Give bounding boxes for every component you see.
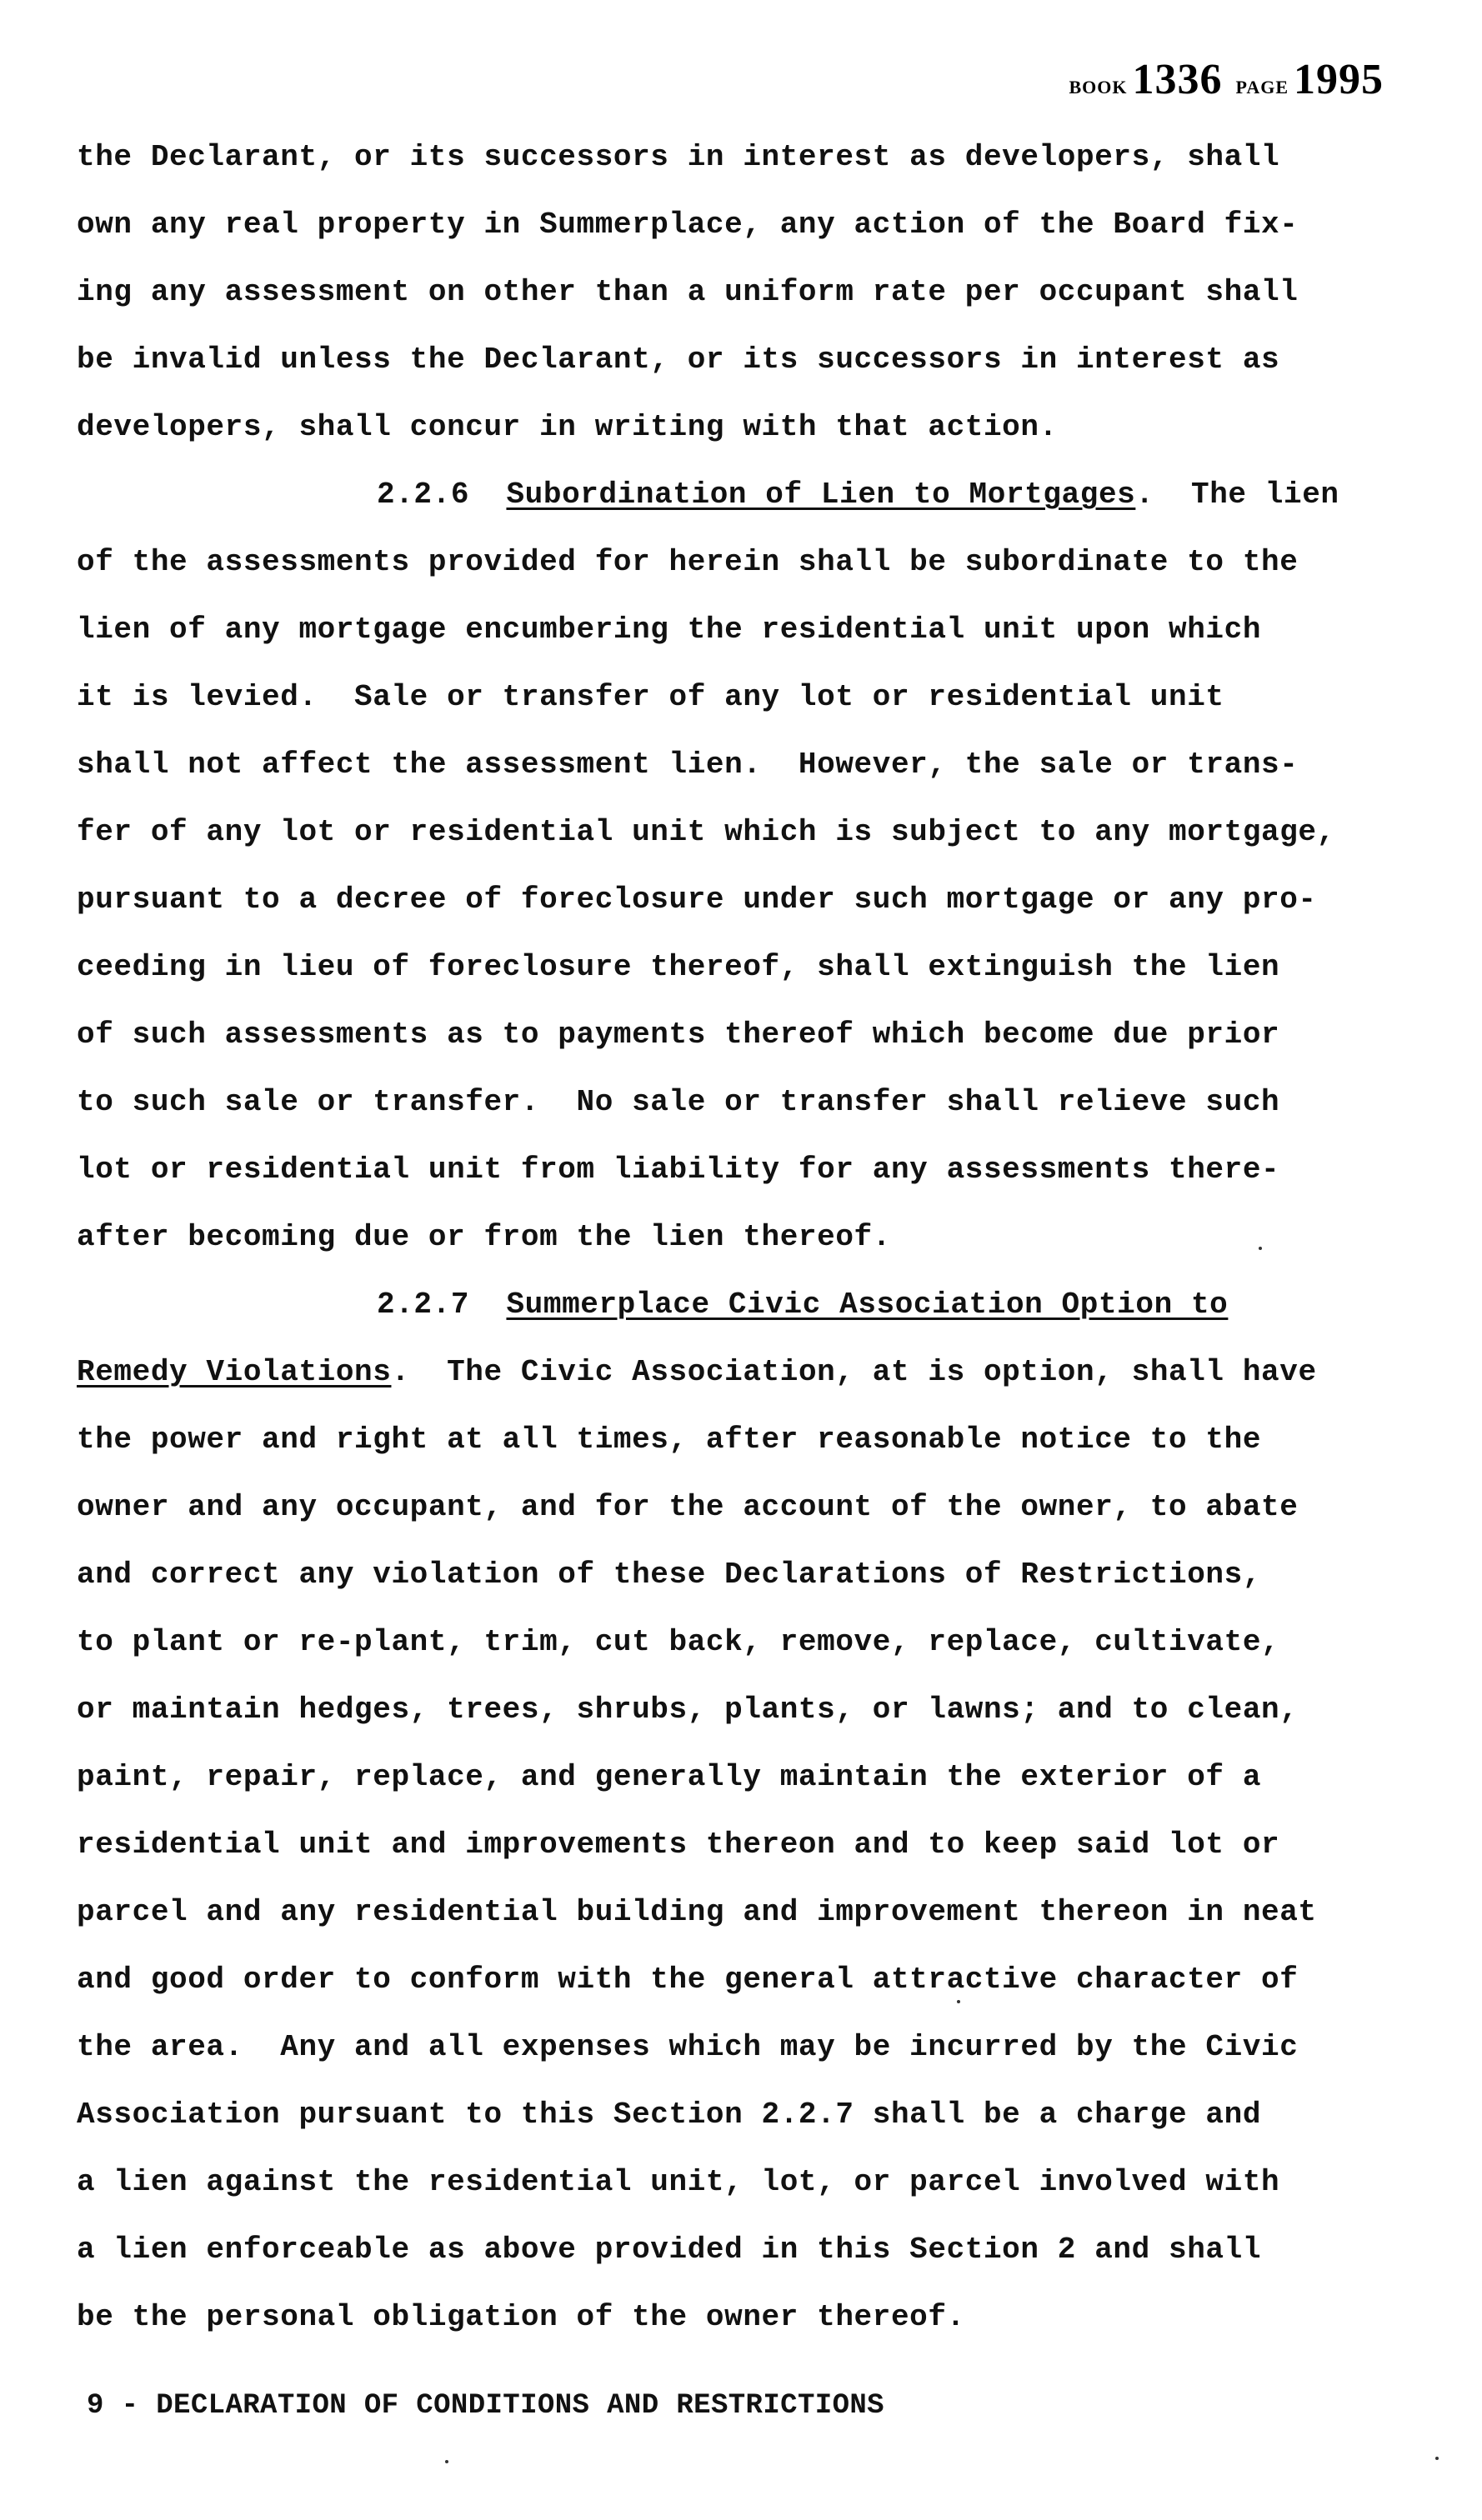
text-line: fer of any lot or residential unit which is subject to any mortgage, (77, 815, 1335, 849)
page-number-stamp: 1995 (1294, 56, 1384, 103)
text-line: the power and right at all times, after reasonable notice to the (77, 1422, 1262, 1457)
text-line: and good order to conform with the general attractive character of (77, 1962, 1299, 1997)
text-line: pursuant to a decree of foreclosure under such mortgage or any pro- (77, 882, 1317, 917)
section-number: 2.2.7 (377, 1288, 470, 1322)
book-number: 1336 (1132, 56, 1223, 103)
text-line: owner and any occupant, and for the account of the owner, to abate (77, 1490, 1299, 1524)
text-line: developers, shall concur in writing with that action. (77, 410, 1058, 444)
text-line: to such sale or transfer. No sale or transfer shall relieve such (77, 1085, 1280, 1119)
text-line: shall not affect the assessment lien. However, the sale or trans- (77, 748, 1299, 782)
footer-page-number: 9 (87, 2390, 104, 2422)
page-footer (87, 2390, 884, 2422)
text-line: the area. Any and all expenses which may be incurred by the Civic (77, 2030, 1299, 2064)
text-line: be invalid unless the Declarant, or its successors in interest as (77, 342, 1280, 377)
text-line: to plant or re-plant, trim, cut back, remove, replace, cultivate, (77, 1625, 1280, 1659)
book-label: BOOK (1069, 77, 1128, 98)
section-2-2-7-heading-line-2 (77, 1338, 1427, 1406)
page-label: PAGE (1235, 77, 1289, 98)
text-line: of the assessments provided for herein shall be subordinate to the (77, 545, 1299, 579)
text-line: of such assessments as to payments thereof which become due prior (77, 1018, 1280, 1052)
text-line: paint, repair, replace, and generally maintain the exterior of a (77, 1760, 1262, 1794)
text-line: the Declarant, or its successors in interest as developers, shall (77, 140, 1280, 174)
section-heading: Subordination of Lien to Mortgages (506, 478, 1136, 512)
document-body (77, 123, 1427, 2351)
text-line: lot or residential unit from liability for any assessments there- (77, 1152, 1280, 1187)
section-2-2-6-heading-line (77, 461, 1427, 528)
scan-speck (1435, 2457, 1439, 2460)
text-line: ing any assessment on other than a uniform rate per occupant shall (77, 275, 1299, 309)
section-heading: Summerplace Civic Association Option to (506, 1288, 1229, 1322)
text-line: own any real property in Summerplace, any action of the Board fix- (77, 208, 1299, 242)
text-line: parcel and any residential building and improvement thereon in neat (77, 1895, 1317, 1929)
text-line: ceeding in lieu of foreclosure thereof, shall extinguish the lien (77, 950, 1280, 984)
text-line: a lien against the residential unit, lot, or parcel involved with (77, 2165, 1280, 2199)
text-line: and correct any violation of these Declarations of Restrictions, (77, 1558, 1262, 1592)
text-line: or maintain hedges, trees, shrubs, plants, or lawns; and to clean, (77, 1692, 1299, 1727)
text-line: a lien enforceable as above provided in this Section 2 and shall (77, 2232, 1262, 2267)
section-heading-continued: Remedy Violations (77, 1355, 392, 1389)
scan-speck (1259, 1247, 1262, 1250)
book-page-stamp (1069, 55, 1393, 104)
footer-separator: - (103, 2390, 157, 2422)
text-line: Association pursuant to this Section 2.2.7 shall be a charge and (77, 2098, 1262, 2132)
text-line: after becoming due or from the lien thereof. (77, 1220, 891, 1254)
scan-speck (957, 2000, 960, 2003)
footer-title: DECLARATION OF CONDITIONS AND RESTRICTIONS (156, 2390, 884, 2422)
scan-speck (445, 2460, 448, 2463)
text-line: it is levied. Sale or transfer of any lot or residential unit (77, 680, 1224, 714)
section-2-2-7-heading-line (77, 1271, 1427, 1338)
text-fragment: . The lien (1135, 478, 1339, 512)
text-fragment: . The Civic Association, at is option, shall have (391, 1355, 1317, 1389)
text-line: lien of any mortgage encumbering the residential unit upon which (77, 612, 1262, 647)
section-number: 2.2.6 (377, 478, 470, 512)
text-line: residential unit and improvements thereon and to keep said lot or (77, 1828, 1280, 1862)
text-line: be the personal obligation of the owner thereof. (77, 2300, 965, 2334)
